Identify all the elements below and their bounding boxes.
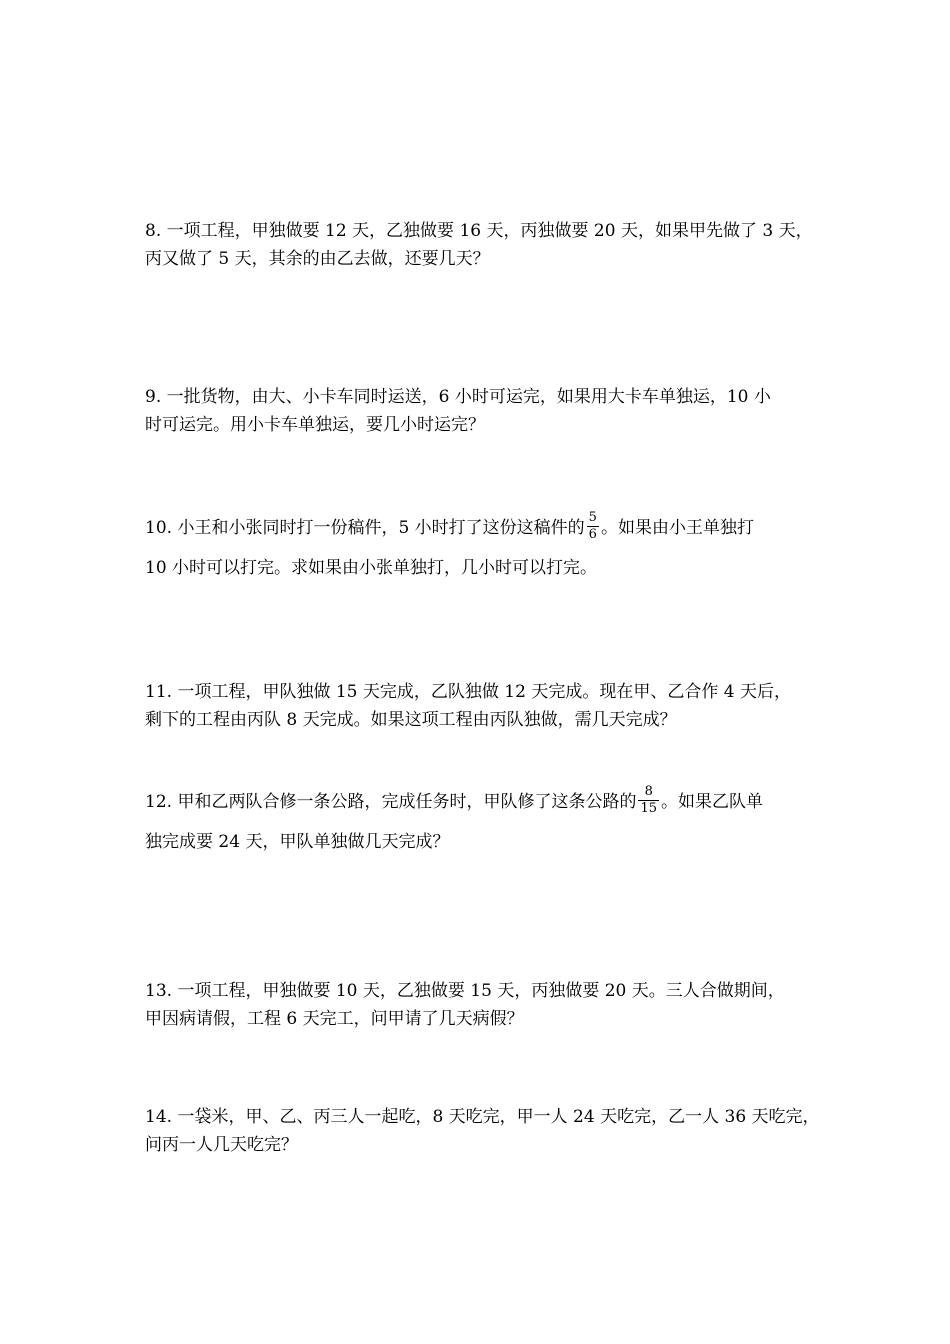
problem-13 <box>145 977 825 1033</box>
problem-14 <box>145 1103 825 1159</box>
problem-11-line-1: 11. 一项工程，甲队独做 15 天完成，乙队独做 12 天完成。现在甲、乙合作 4 天后， <box>145 682 791 702</box>
problem-13-line-2: 甲因病请假，工程 6 天完工，问甲请了几天病假？ <box>145 1009 524 1029</box>
fraction-eight-fifteenths <box>638 784 659 817</box>
problem-10-line-1 <box>145 502 825 554</box>
problem-9 <box>145 383 825 439</box>
fraction-denominator: 6 <box>588 527 597 542</box>
problem-8-line-2: 丙又做了 5 天，其余的由乙去做，还要几天？ <box>145 249 490 269</box>
fraction-numerator: 8 <box>638 784 659 801</box>
problem-12 <box>145 776 825 856</box>
problem-9-line-1: 9. 一批货物，由大、小卡车同时运送，6 小时可运完，如果用大卡车单独运，10 小 <box>145 387 771 407</box>
problem-14-line-1: 14. 一袋米，甲、乙、丙三人一起吃，8 天吃完，甲一人 24 天吃完，乙一人 36 天吃完， <box>145 1107 820 1127</box>
problem-12-line-2: 独完成要 24 天，甲队单独做几天完成？ <box>145 832 450 852</box>
problem-14-line-2: 问丙一人几天吃完？ <box>145 1135 298 1155</box>
problem-12-text-after: 。如果乙队单 <box>661 792 763 812</box>
problem-8-line-1: 8. 一项工程，甲独做要 12 天，乙独做要 16 天，丙独做要 20 天，如果甲先做了 3 天， <box>145 221 813 241</box>
fraction-denominator: 15 <box>640 801 657 816</box>
problem-11 <box>145 678 825 734</box>
problem-9-line-2: 时可运完。用小卡车单独运，要几小时运完？ <box>145 415 485 435</box>
problem-10-text-before: 10. 小王和小张同时打一份稿件，5 小时打了这份这稿件的 <box>145 518 585 538</box>
problem-10-line-2: 10 小时可以打完。求如果由小张单独打，几小时可以打完。 <box>145 558 598 578</box>
problem-11-line-2: 剩下的工程由丙队 8 天完成。如果这项工程由丙队独做，需几天完成？ <box>145 710 677 730</box>
problem-10-text-after: 。如果由小王单独打 <box>600 518 754 538</box>
fraction-numerator: 5 <box>588 510 597 525</box>
fraction-five-sixths <box>587 510 599 543</box>
problem-8 <box>145 217 825 273</box>
problem-12-line-1 <box>145 776 825 828</box>
problem-10 <box>145 502 825 582</box>
problem-12-text-before: 12. 甲和乙两队合修一条公路，完成任务时，甲队修了这条公路的 <box>145 792 637 812</box>
problem-13-line-1: 13. 一项工程，甲独做要 10 天，乙独做要 15 天，丙独做要 20 天。三人合做期间， <box>145 981 785 1001</box>
